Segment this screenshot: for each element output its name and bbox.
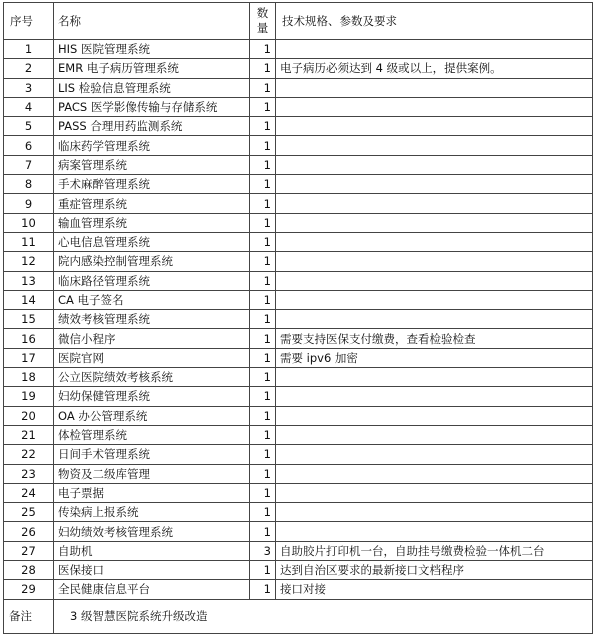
row-no: 9 <box>4 194 54 213</box>
table-row <box>4 97 593 116</box>
table-row <box>4 40 593 59</box>
row-qty: 1 <box>250 194 276 213</box>
row-no: 29 <box>4 580 54 599</box>
row-name: 妇幼绩效考核管理系统 <box>54 522 250 541</box>
row-no: 21 <box>4 425 54 444</box>
row-no: 20 <box>4 406 54 425</box>
row-qty: 1 <box>250 155 276 174</box>
row-name: EMR 电子病历管理系统 <box>54 59 250 78</box>
row-qty: 1 <box>250 580 276 599</box>
row-qty: 1 <box>250 59 276 78</box>
row-spec <box>276 310 593 329</box>
row-qty: 1 <box>250 483 276 502</box>
row-no: 14 <box>4 290 54 309</box>
table-row <box>4 175 593 194</box>
row-qty: 1 <box>250 310 276 329</box>
row-name: OA 办公管理系统 <box>54 406 250 425</box>
header-qty <box>250 3 276 40</box>
row-name: 重症管理系统 <box>54 194 250 213</box>
table-row <box>4 271 593 290</box>
row-name: CA 电子签名 <box>54 290 250 309</box>
table-row <box>4 348 593 367</box>
procurement-table-document <box>3 2 593 634</box>
row-qty: 1 <box>250 561 276 580</box>
row-name: PASS 合理用药监测系统 <box>54 117 250 136</box>
row-qty: 1 <box>250 348 276 367</box>
table-row <box>4 580 593 599</box>
header-qty-line2: 量 <box>256 21 269 35</box>
row-name: 输血管理系统 <box>54 213 250 232</box>
row-qty: 1 <box>250 40 276 59</box>
row-spec <box>276 78 593 97</box>
row-spec <box>276 522 593 541</box>
procurement-table <box>3 2 593 634</box>
row-name: 临床药学管理系统 <box>54 136 250 155</box>
note-label: 备注 <box>4 599 54 633</box>
table-row <box>4 155 593 174</box>
table-row <box>4 464 593 483</box>
row-name: 日间手术管理系统 <box>54 445 250 464</box>
row-qty: 1 <box>250 232 276 251</box>
table-row <box>4 445 593 464</box>
row-spec <box>276 175 593 194</box>
row-no: 28 <box>4 561 54 580</box>
row-spec: 需要 ipv6 加密 <box>276 348 593 367</box>
row-qty: 1 <box>250 252 276 271</box>
row-name: 医保接口 <box>54 561 250 580</box>
note-text: 3 级智慧医院系统升级改造 <box>54 599 593 633</box>
row-name: 病案管理系统 <box>54 155 250 174</box>
row-name: 公立医院绩效考核系统 <box>54 368 250 387</box>
row-no: 24 <box>4 483 54 502</box>
table-row <box>4 561 593 580</box>
row-qty: 1 <box>250 271 276 290</box>
row-spec <box>276 194 593 213</box>
row-no: 27 <box>4 541 54 560</box>
row-no: 1 <box>4 40 54 59</box>
row-no: 15 <box>4 310 54 329</box>
row-name: 全民健康信息平台 <box>54 580 250 599</box>
row-no: 8 <box>4 175 54 194</box>
row-name: HIS 医院管理系统 <box>54 40 250 59</box>
row-no: 12 <box>4 252 54 271</box>
row-qty: 1 <box>250 387 276 406</box>
row-qty: 1 <box>250 329 276 348</box>
row-no: 11 <box>4 232 54 251</box>
row-spec: 电子病历必须达到 4 级或以上，提供案例。 <box>276 59 593 78</box>
header-no: 序号 <box>4 3 54 40</box>
row-qty: 1 <box>250 136 276 155</box>
row-qty: 1 <box>250 175 276 194</box>
table-row <box>4 290 593 309</box>
note-row <box>4 599 593 633</box>
row-qty: 1 <box>250 522 276 541</box>
row-qty: 1 <box>250 117 276 136</box>
row-no: 26 <box>4 522 54 541</box>
row-no: 18 <box>4 368 54 387</box>
row-qty: 1 <box>250 445 276 464</box>
row-qty: 1 <box>250 213 276 232</box>
table-row <box>4 483 593 502</box>
row-name: 传染病上报系统 <box>54 503 250 522</box>
row-qty: 3 <box>250 541 276 560</box>
header-name: 名称 <box>54 3 250 40</box>
row-name: 院内感染控制管理系统 <box>54 252 250 271</box>
table-row <box>4 425 593 444</box>
header-spec: 技术规格、参数及要求 <box>276 3 593 40</box>
table-row <box>4 387 593 406</box>
row-spec: 接口对接 <box>276 580 593 599</box>
row-no: 23 <box>4 464 54 483</box>
row-spec <box>276 271 593 290</box>
row-name: 电子票据 <box>54 483 250 502</box>
row-qty: 1 <box>250 368 276 387</box>
row-spec <box>276 483 593 502</box>
table-body <box>4 40 593 600</box>
row-name: LIS 检验信息管理系统 <box>54 78 250 97</box>
row-name: 物资及二级库管理 <box>54 464 250 483</box>
row-spec <box>276 213 593 232</box>
row-spec: 需要支持医保支付缴费，查看检验检查 <box>276 329 593 348</box>
row-no: 16 <box>4 329 54 348</box>
row-name: 心电信息管理系统 <box>54 232 250 251</box>
row-spec: 自助胶片打印机一台，自助挂号缴费检验一体机二台 <box>276 541 593 560</box>
table-row <box>4 368 593 387</box>
row-spec <box>276 445 593 464</box>
row-no: 17 <box>4 348 54 367</box>
row-name: 绩效考核管理系统 <box>54 310 250 329</box>
row-no: 25 <box>4 503 54 522</box>
row-spec <box>276 232 593 251</box>
row-spec <box>276 136 593 155</box>
row-spec <box>276 368 593 387</box>
table-row <box>4 213 593 232</box>
row-spec <box>276 387 593 406</box>
table-row <box>4 194 593 213</box>
row-qty: 1 <box>250 78 276 97</box>
row-spec <box>276 290 593 309</box>
table-row <box>4 59 593 78</box>
header-qty-line1: 数 <box>256 6 269 20</box>
row-qty: 1 <box>250 406 276 425</box>
row-name: 自助机 <box>54 541 250 560</box>
row-no: 13 <box>4 271 54 290</box>
row-no: 10 <box>4 213 54 232</box>
row-no: 22 <box>4 445 54 464</box>
row-spec <box>276 503 593 522</box>
table-row <box>4 232 593 251</box>
row-name: 体检管理系统 <box>54 425 250 444</box>
row-name: 医院官网 <box>54 348 250 367</box>
row-spec <box>276 117 593 136</box>
row-qty: 1 <box>250 290 276 309</box>
row-no: 4 <box>4 97 54 116</box>
table-row <box>4 252 593 271</box>
row-spec <box>276 40 593 59</box>
row-no: 3 <box>4 78 54 97</box>
table-row <box>4 522 593 541</box>
row-spec <box>276 464 593 483</box>
row-no: 6 <box>4 136 54 155</box>
row-name: PACS 医学影像传输与存储系统 <box>54 97 250 116</box>
row-no: 2 <box>4 59 54 78</box>
table-row <box>4 503 593 522</box>
row-qty: 1 <box>250 425 276 444</box>
table-row <box>4 117 593 136</box>
table-row <box>4 541 593 560</box>
row-qty: 1 <box>250 464 276 483</box>
row-no: 19 <box>4 387 54 406</box>
row-qty: 1 <box>250 97 276 116</box>
row-no: 7 <box>4 155 54 174</box>
row-name: 妇幼保健管理系统 <box>54 387 250 406</box>
table-row <box>4 78 593 97</box>
row-no: 5 <box>4 117 54 136</box>
table-header-row <box>4 3 593 40</box>
row-spec <box>276 155 593 174</box>
row-name: 手术麻醉管理系统 <box>54 175 250 194</box>
table-row <box>4 329 593 348</box>
row-spec <box>276 406 593 425</box>
table-row <box>4 136 593 155</box>
table-row <box>4 310 593 329</box>
row-name: 微信小程序 <box>54 329 250 348</box>
table-row <box>4 406 593 425</box>
row-spec <box>276 425 593 444</box>
row-spec <box>276 97 593 116</box>
row-name: 临床路径管理系统 <box>54 271 250 290</box>
row-spec: 达到自治区要求的最新接口文档程序 <box>276 561 593 580</box>
row-qty: 1 <box>250 503 276 522</box>
row-spec <box>276 252 593 271</box>
